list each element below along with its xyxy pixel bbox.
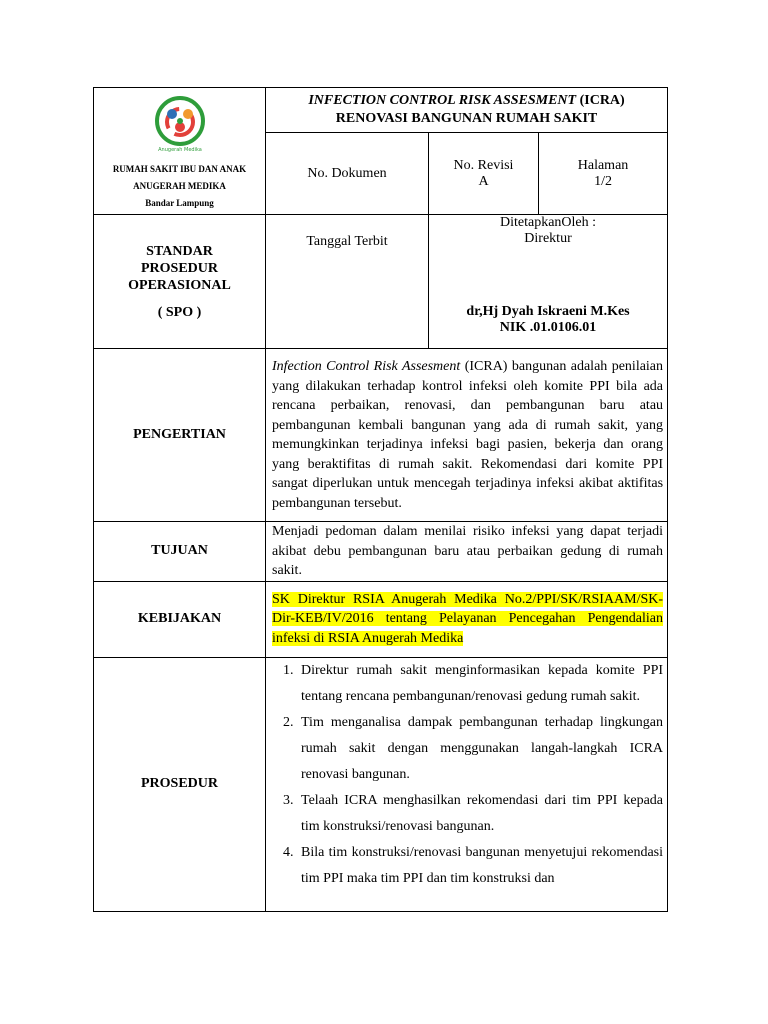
title-line2: RENOVASI BANGUNAN RUMAH SAKIT [335, 111, 598, 126]
jabatan: Direktur [524, 231, 572, 246]
hospital-name [94, 161, 265, 195]
no-dokumen-label: No. Dokumen [307, 165, 387, 181]
hospital-name-line1: RUMAH SAKIT IBU DAN ANAK [112, 164, 247, 174]
pengertian-text [266, 349, 668, 522]
prosedur-label: PROSEDUR [94, 657, 266, 911]
prosedur-step: 2. Tim menganalisa dampak pembangunan terhadap lingkungan rumah sakit dengan menggunakan langah-langkah ICRA renovasi bangunan. [297, 710, 663, 788]
kebijakan-label: KEBIJAKAN [94, 581, 266, 657]
ditetapkan-label: DitetapkanOleh : [500, 215, 597, 230]
hospital-identity-cell [94, 88, 266, 215]
prosedur-step: 1. Direktur rumah sakit menginformasikan kepada komite PPI tentang rencana pembangunan/renovasi gedung rumah sakit. [297, 658, 663, 710]
spo-line1: STANDAR [146, 243, 213, 259]
tanggal-terbit-cell [266, 215, 429, 349]
document-title [266, 88, 668, 133]
hospital-city: Bandar Lampung [145, 198, 214, 208]
signatory-nik: NIK .01.0106.01 [499, 320, 597, 335]
prosedur-step: 4. Bila tim konstruksi/renovasi bangunan menyetujui rekomendasi tim PPI maka tim PPI dan tim konstruksi dan [297, 840, 663, 892]
pengertian-rest: (ICRA) bangunan adalah penilaian yang dilakukan terhadap kontrol infeksi oleh komite PPI bila ada rencana perbaikan, renovasi, dan pembangunan baru atau pembangunan kembali bangunan yang ada di rumah sakit, yang memungkinkan terjadinya infeksi bagi pasien, bekerja dan orang yang beraktifitas di rumah sakit. Rekomendasi dari komite PPI sangat diperlukan untuk mencegah terjadinya infeksi akibat aktifitas pembangunan tersebut. [272, 359, 664, 511]
signatory-name: dr,Hj Dyah Iskraeni M.Kes [466, 304, 630, 319]
kebijakan-text [266, 581, 668, 657]
hospital-name-line2: ANUGERAH MEDIKA [133, 181, 226, 191]
tujuan-label: TUJUAN [94, 522, 266, 582]
tujuan-text: Menjadi pedoman dalam menilai risiko infeksi yang dapat terjadi akibat debu pembangunan baru atau perbaikan gedung di rumah sakit. [266, 522, 668, 582]
halaman-label: Halaman [577, 157, 629, 173]
prosedur-steps [266, 657, 668, 911]
halaman-value: 1/2 [594, 173, 612, 189]
spo-line2: PROSEDUR [140, 260, 218, 276]
no-revisi-cell [429, 133, 539, 215]
no-revisi-value: A [478, 173, 489, 189]
pengertian-italic: Infection Control Risk Assesment [272, 359, 461, 374]
logo-caption: Anugerah Medika [157, 147, 202, 153]
no-dokumen-cell [266, 133, 429, 215]
ditetapkan-block [429, 215, 667, 247]
ditetapkan-cell [429, 215, 668, 349]
title-italic: INFECTION CONTROL RISK ASSESMENT [308, 93, 577, 108]
prosedur-step: 3. Telaah ICRA menghasilkan rekomendasi dari tim PPI kepada tim konstruksi/renovasi bangunan. [297, 788, 663, 840]
halaman-cell [539, 133, 668, 215]
no-revisi-label: No. Revisi [453, 157, 514, 173]
kebijakan-highlight: SK Direktur RSIA Anugerah Medika No.2/PPI/SK/RSIAAM/SK-Dir-KEB/IV/2016 tentang Pelayanan Pencegahan Pengendalian infeksi di RSIA Anugerah Medika [272, 591, 664, 646]
spo-title-cell [94, 215, 266, 349]
pengertian-label: PENGERTIAN [94, 349, 266, 522]
hospital-logo-icon [148, 93, 212, 157]
prosedur-list [272, 658, 663, 892]
tanggal-terbit-label: Tanggal Terbit [306, 234, 388, 249]
spo-document-table [93, 87, 668, 912]
spo-line4: ( SPO ) [157, 304, 202, 320]
title-abbr: (ICRA) [576, 93, 625, 108]
spo-line3: OPERASIONAL [128, 277, 231, 293]
signatory-block [429, 304, 667, 336]
